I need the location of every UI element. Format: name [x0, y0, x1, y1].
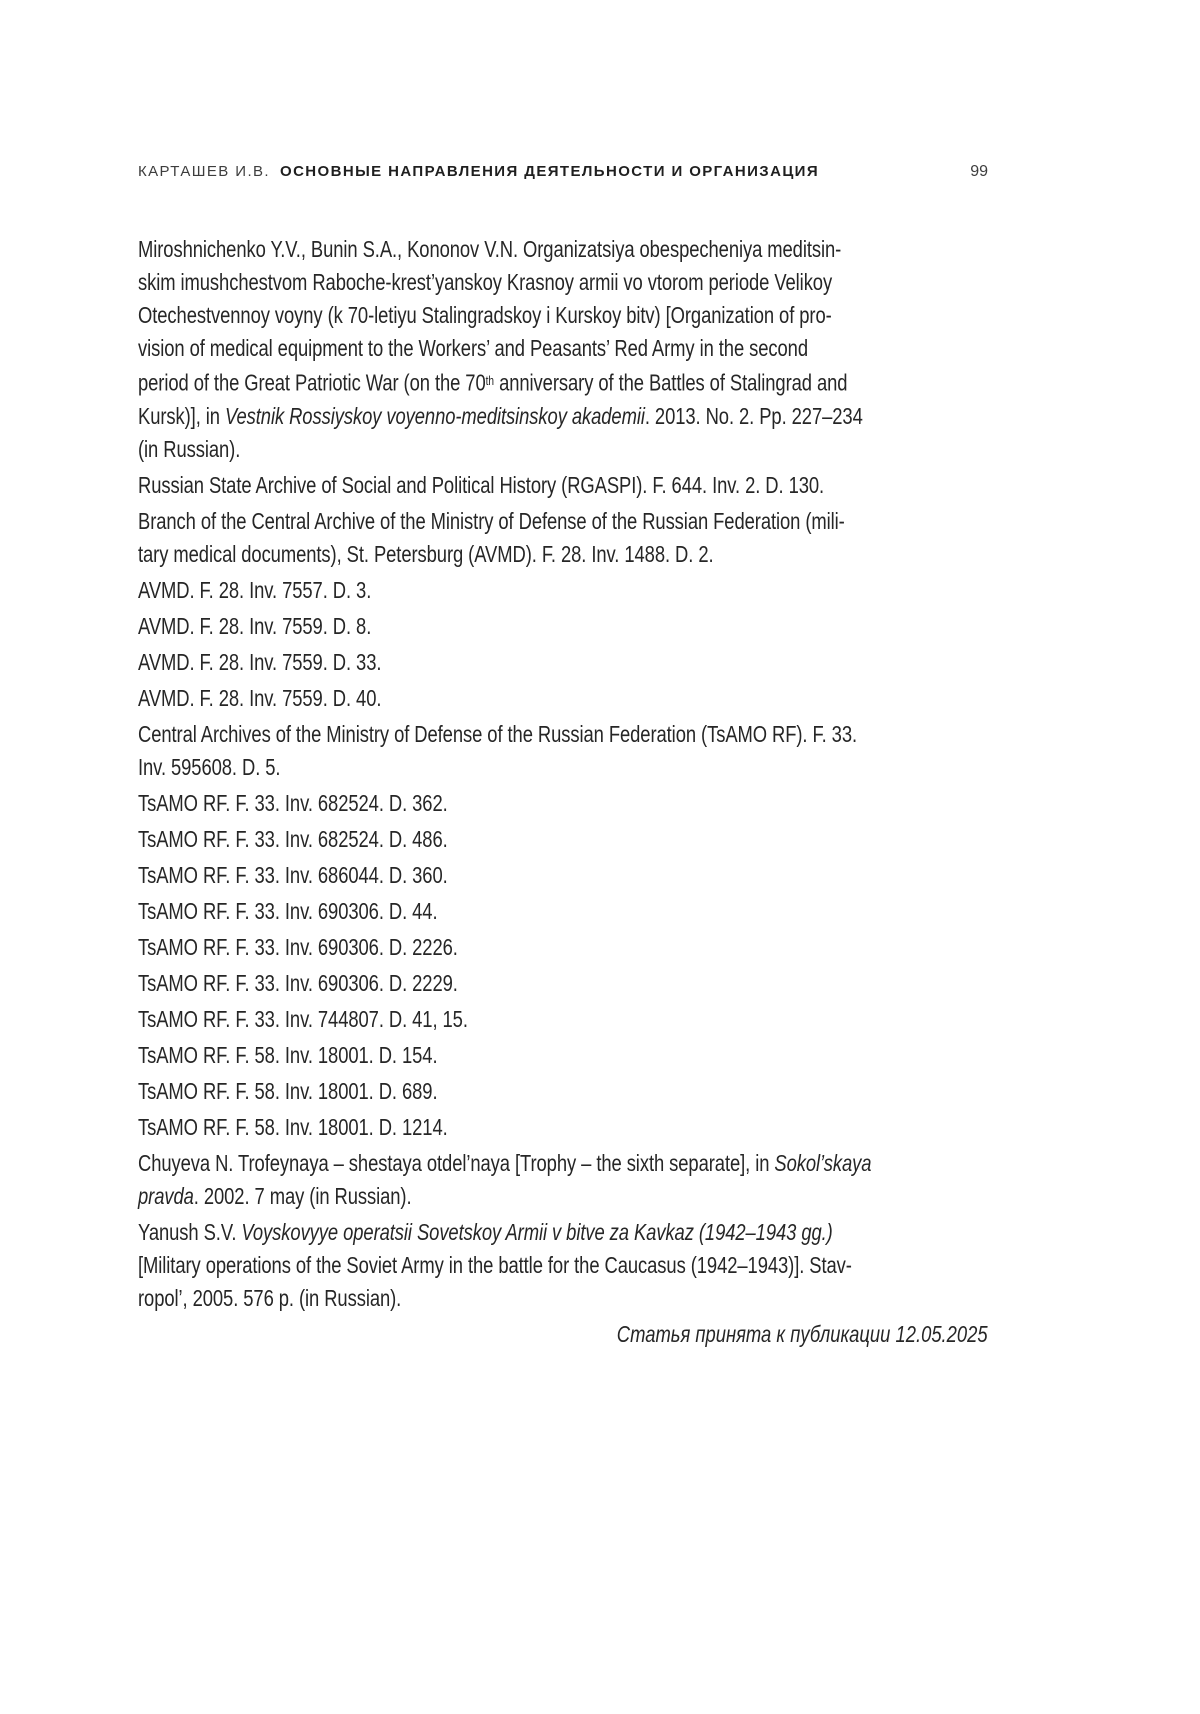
- reference-item: [138, 233, 988, 466]
- reference-item: [138, 1075, 988, 1108]
- running-head: [138, 163, 988, 181]
- reference-text-segment: Chuyeva N. Trofeynaya – shestaya otdel’naya [Trophy – the sixth separate], in: [138, 1149, 775, 1176]
- reference-item: [138, 1147, 988, 1213]
- reference-text-segment: TsAMO RF. F. 33. Inv. 690306. D. 2226.: [138, 933, 458, 960]
- reference-text-segment: AVMD. F. 28. Inv. 7559. D. 33.: [138, 648, 382, 675]
- reference-item: [138, 1039, 988, 1072]
- reference-text-segment: Yanush S.V.: [138, 1218, 242, 1245]
- reference-text-segment: ropol’, 2005. 576 p. (in Russian).: [138, 1284, 402, 1311]
- reference-text-segment: TsAMO RF. F. 58. Inv. 18001. D. 154.: [138, 1041, 438, 1068]
- reference-item: [138, 895, 988, 928]
- reference-text-segment: TsAMO RF. F. 33. Inv. 690306. D. 44.: [138, 897, 438, 924]
- reference-text-segment: Kursk)], in: [138, 402, 225, 429]
- reference-text-segment: anniversary of the Battles of Stalingrad and: [494, 369, 848, 396]
- reference-text-segment: TsAMO RF. F. 58. Inv. 18001. D. 689.: [138, 1077, 438, 1104]
- superscript-segment: th: [485, 374, 495, 388]
- reference-text-segment: . 2013. No. 2. Pp. 227–234: [644, 402, 863, 429]
- reference-text-segment: AVMD. F. 28. Inv. 7557. D. 3.: [138, 576, 372, 603]
- reference-text-segment: Russian State Archive of Social and Political History (RGASPI). F. 644. Inv. 2. D. 130.: [138, 471, 825, 498]
- reference-item: [138, 469, 988, 502]
- reference-item: [138, 859, 988, 892]
- reference-item: [138, 823, 988, 856]
- reference-item: [138, 967, 988, 1000]
- reference-item: [138, 787, 988, 820]
- reference-text-segment: AVMD. F. 28. Inv. 7559. D. 8.: [138, 612, 372, 639]
- reference-text-segment: Inv. 595608. D. 5.: [138, 753, 281, 780]
- reference-text-segment: Branch of the Central Archive of the Ministry of Defense of the Russian Federation (mili-: [138, 507, 845, 534]
- reference-text-segment: TsAMO RF. F. 58. Inv. 18001. D. 1214.: [138, 1113, 448, 1140]
- reference-title-segment: Voyskovyye operatsii Sovetskoy Armii v bitve za Kavkaz (1942–1943 gg.): [241, 1218, 833, 1245]
- reference-text-segment: [Military operations of the Soviet Army in the battle for the Caucasus (1942–1943)]. Stav-: [138, 1251, 852, 1278]
- reference-text-segment: . 2002. 7 may (in Russian).: [193, 1182, 412, 1209]
- reference-text-segment: vision of medical equipment to the Workers’ and Peasants’ Red Army in the second: [138, 335, 808, 361]
- reference-item: [138, 610, 988, 643]
- reference-text-segment: TsAMO RF. F. 33. Inv. 686044. D. 360.: [138, 861, 448, 888]
- reference-item: [138, 574, 988, 607]
- reference-text-segment: TsAMO RF. F. 33. Inv. 744807. D. 41, 15.: [138, 1005, 468, 1032]
- reference-text-segment: (in Russian).: [138, 435, 241, 462]
- reference-item: [138, 646, 988, 679]
- reference-item: [138, 931, 988, 964]
- page-number: 99: [970, 163, 988, 180]
- reference-item: [138, 682, 988, 715]
- reference-title-segment: pravda: [138, 1182, 194, 1209]
- reference-item: [138, 505, 988, 571]
- reference-item: [138, 718, 988, 784]
- acceptance-note: Статья принята к публикации 12.05.2025: [616, 1320, 988, 1347]
- reference-text-segment: TsAMO RF. F. 33. Inv. 690306. D. 2229.: [138, 969, 458, 996]
- reference-item: [138, 1111, 988, 1144]
- references-list: [138, 233, 988, 1351]
- reference-text-segment: tary medical documents), St. Petersburg (AVMD). F. 28. Inv. 1488. D. 2.: [138, 540, 714, 567]
- reference-text-segment: AVMD. F. 28. Inv. 7559. D. 40.: [138, 684, 382, 711]
- reference-item: [138, 1216, 988, 1315]
- running-head-text: [138, 163, 819, 181]
- reference-text-segment: TsAMO RF. F. 33. Inv. 682524. D. 486.: [138, 825, 448, 852]
- running-head-author: КАРТАШЕВ И.В.: [138, 163, 270, 180]
- reference-text-segment: skim imushchestvom Raboche-krest’yanskoy Krasnoy armii vo vtorom periode Velikoy: [138, 269, 833, 295]
- reference-text-segment: Central Archives of the Ministry of Defense of the Russian Federation (TsAMO RF). F. 33.: [138, 720, 858, 747]
- reference-title-segment: Sokol’skaya: [774, 1149, 872, 1176]
- reference-title-segment: Vestnik Rossiyskoy voyenno-meditsinskoy akademii: [224, 402, 645, 429]
- reference-text-segment: period of the Great Patriotic War (on the 70: [138, 369, 486, 396]
- running-head-title: ОСНОВНЫЕ НАПРАВЛЕНИЯ ДЕЯТЕЛЬНОСТИ И ОРГАНИЗАЦИЯ: [280, 163, 820, 180]
- reference-item: [138, 1003, 988, 1036]
- reference-text-segment: TsAMO RF. F. 33. Inv. 682524. D. 362.: [138, 789, 448, 816]
- reference-text-segment: Miroshnichenko Y.V., Bunin S.A., Kononov V.N. Organizatsiya obespecheniya meditsin-: [138, 236, 842, 262]
- reference-text-segment: Otechestvennoy voyny (k 70-letiyu Stalingradskoy i Kurskoy bitv) [Organization of pro-: [138, 302, 832, 328]
